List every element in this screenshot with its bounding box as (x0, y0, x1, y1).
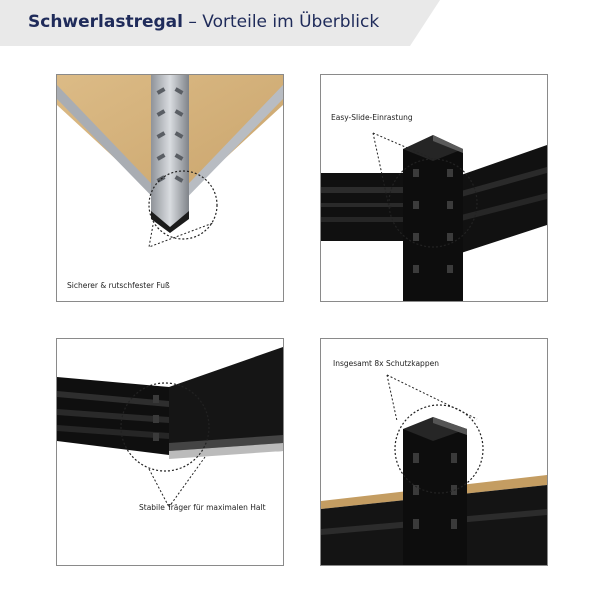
page-title (28, 10, 379, 34)
panel-protective-caps (320, 338, 548, 566)
title-bold: Schwerlastregal (28, 12, 183, 32)
panel-easy-slide (320, 74, 548, 302)
photo-shelf-foot (57, 75, 283, 301)
panel-stable-beams (56, 338, 284, 566)
caption-stable-beams: Stabile Träger für maximalen Halt (139, 503, 266, 512)
photo-protective-cap (321, 339, 547, 565)
caption-easy-slide: Easy-Slide-Einrastung (331, 113, 413, 122)
caption-secure-foot: Sicherer & rutschfester Fuß (67, 281, 170, 290)
panel-secure-foot (56, 74, 284, 302)
photo-easy-slide-joint (321, 75, 547, 301)
title-rest: – Vorteile im Überblick (182, 12, 380, 32)
photo-stable-beam (57, 339, 283, 565)
caption-protective-caps: Insgesamt 8x Schutzkappen (333, 359, 439, 368)
